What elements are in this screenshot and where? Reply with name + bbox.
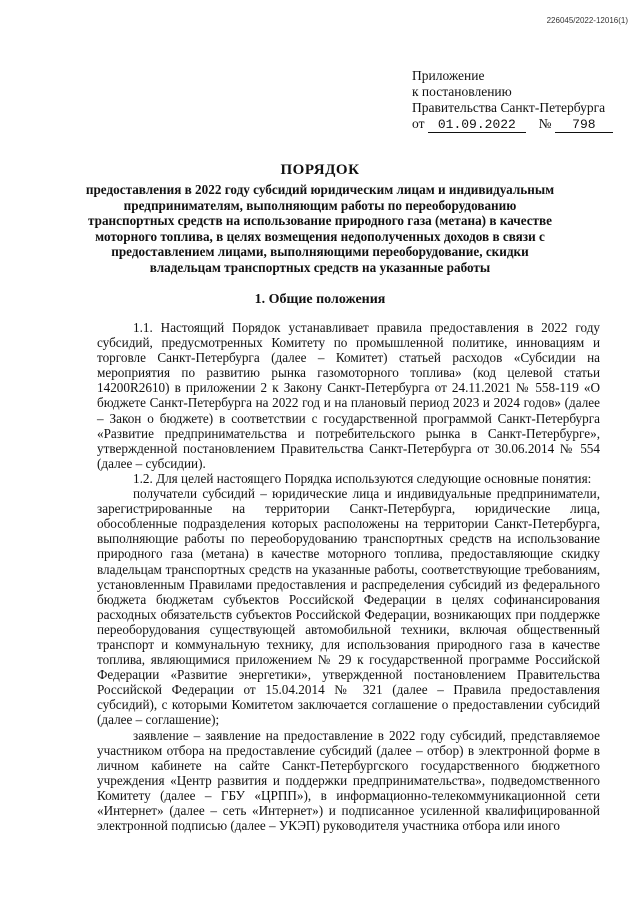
- appendix-date-row: [412, 116, 613, 133]
- appendix-line-2: к постановлению: [412, 84, 512, 99]
- resolution-date: 01.09.2022: [428, 118, 526, 133]
- document-title: [80, 162, 560, 275]
- number-label: №: [538, 116, 552, 131]
- document-body: [97, 320, 600, 833]
- definition-application: заявление – заявление на предоставление в 2022 году субсидий, представляемое участником отбора на предоставление субсидий (далее – отбор) в электронной форме в личном кабинете на сайте Санкт-Петербургского государственного бюджетного учреждения «Центр развития и поддержки предпринимательства», подведомственного Комитету (далее – ГБУ «ЦРПП»), в информационно-телекоммуникационной сети «Интернет» (далее – сеть «Интернет») и подписанное усиленной квалифицированной электронной подписью (далее – УКЭП) руководителя участника отбора или иного: [97, 727, 600, 834]
- section-heading: 1. Общие положения: [254, 292, 386, 307]
- appendix-line-1: Приложение: [412, 68, 485, 83]
- document-registration-stamp: 226045/2022-12016(1): [546, 16, 628, 25]
- definition-recipients: получатели субсидий – юридические лица и индивидуальные предприниматели, зарегистрированные на территории Санкт-Петербурга, юридические лица, обособленные подразделения которых расположены на территории Санкт-Петербурга, выполняющие работы по переоборудованию транспортных средств на использование природного газа (метана) в качестве моторного топлива, предоставляющие скидку владельцам транспортных средств на указанные работы, соответствующие требованиям, установленным Правилами предоставления и распределения субсидий из федерального бюджета бюджетам субъектов Российской Федерации в целях софинансирования расходных обязательств субъектов Российской Федерации, возникающих при поддержке переоборудования существующей автомобильной техники, включая общественный транспорт и коммунальную технику, для использования природного газа в качестве топлива, являющимися приложением № 29 к государственной программе Российской Федерации «Развитие энергетики», утвержденной постановлением Правительства Российской Федерации от 15.04.2014 № 321 (далее – Правила предоставления субсидий), с которыми Комитетом заключается соглашение о предоставлении субсидий (далее – соглашение);: [97, 486, 600, 728]
- from-label: от: [412, 116, 425, 131]
- appendix-line-3: Правительства Санкт-Петербурга: [412, 100, 606, 115]
- resolution-number: 798: [555, 118, 613, 133]
- title-heading: ПОРЯДОК: [280, 162, 360, 178]
- paragraph-1-1: 1.1. Настоящий Порядок устанавливает правила предоставления в 2022 году субсидий, предусмотренных Комитету по промышленной политике, инновациям и торговле Санкт-Петербурга (далее – Комитет) статьей расходов «Субсидии на мероприятия по развитию рынка газомоторного топлива» (код целевой статьи 14200R2610) в приложении 2 к Закону Санкт-Петербурга от 24.11.2021 № 558-119 «О бюджете Санкт-Петербурга на 2022 год и на плановый период 2023 и 2024 годов» (далее – Закон о бюджете) в соответствии с государственной программой Санкт-Петербурга «Развитие предпринимательства и потребительского рынка в Санкт-Петербурге», утвержденной постановлением Правительства Санкт-Петербурга от 30.06.2014 № 554 (далее – субсидии).: [97, 320, 600, 471]
- paragraph-1-2: 1.2. Для целей настоящего Порядка используются следующие основные понятия:: [133, 470, 592, 486]
- appendix-block: [412, 68, 613, 133]
- title-subtitle: предоставления в 2022 году субсидий юридическим лицам и индивидуальным предпринимателям, выполняющим работы по переоборудованию транспортных средств на использование природного газа (метана) в качестве моторного топлива, в целях возмещения недополученных доходов в связи с предоставлением лицами, выполняющими переоборудование, скидки владельцам транспортных средств на указанные работы: [85, 182, 555, 275]
